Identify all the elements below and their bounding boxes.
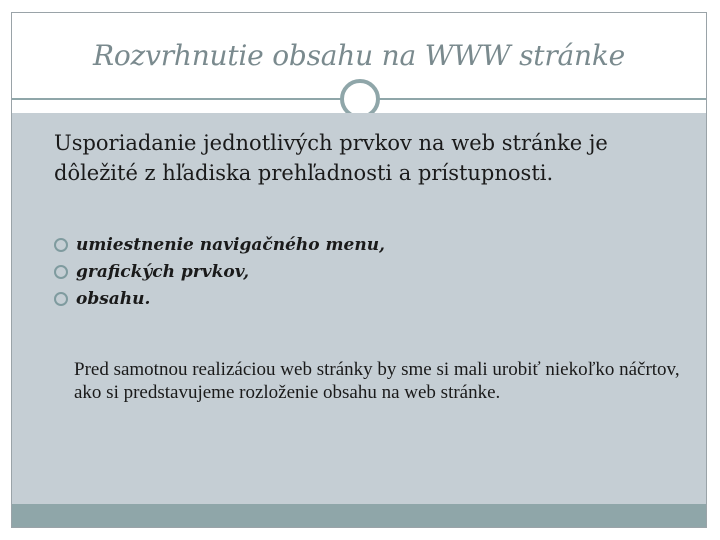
content-area <box>12 113 706 504</box>
bullet-item <box>54 285 674 312</box>
bullet-text: umiestnenie navigačného menu, <box>76 234 385 255</box>
bullet-item <box>54 258 674 285</box>
bullet-text: obsahu. <box>76 288 151 309</box>
note-paragraph: Pred samotnou realizáciou web stránky by sme si mali urobiť niekoľko náčrtov, ako si predstavujeme rozloženie obsahu na web stránke. <box>74 359 680 403</box>
intro-paragraph: Usporiadanie jednotlivých prvkov na web stránke je dôležité z hľadiska prehľadnosti a prístupnosti. <box>54 131 608 185</box>
circle-bullet-icon <box>54 292 68 306</box>
circle-bullet-icon <box>54 238 68 252</box>
slide-title: Rozvrhnutie obsahu na WWW stránke <box>92 39 626 72</box>
bullet-text: grafických prvkov, <box>76 261 250 282</box>
circle-bullet-icon <box>54 265 68 279</box>
footer-bar <box>12 504 706 527</box>
bullet-item <box>54 231 674 258</box>
bullet-list <box>54 231 674 312</box>
